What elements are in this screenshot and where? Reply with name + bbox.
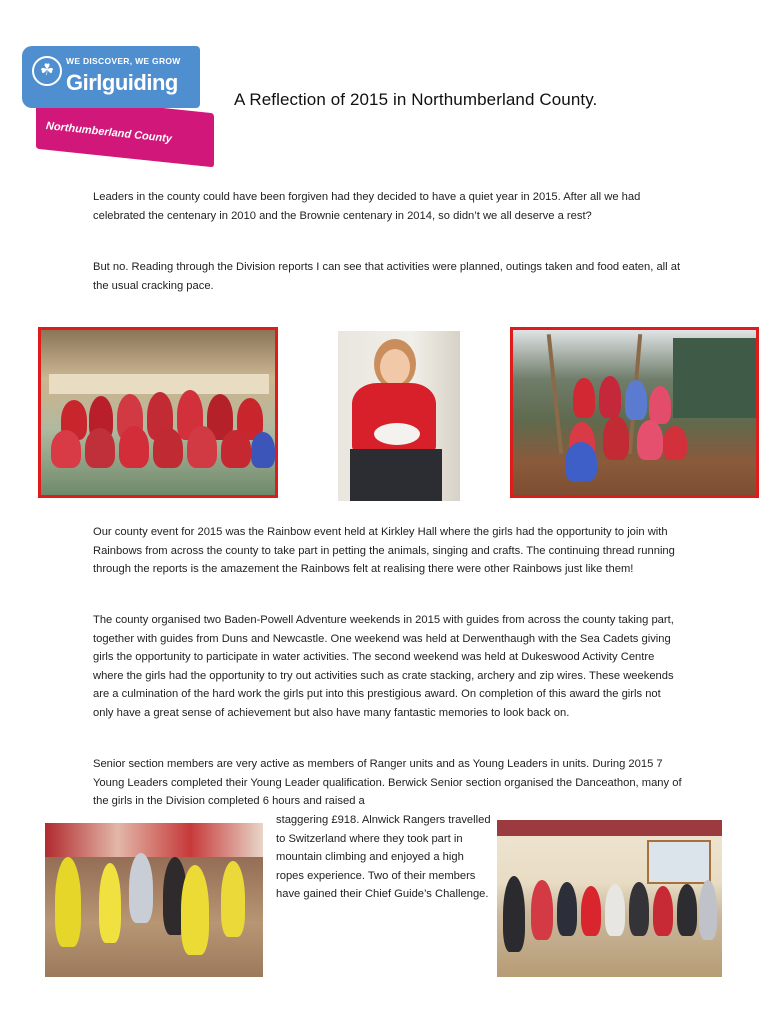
paragraph-adventure-weekends: The county organised two Baden-Powell Adventure weekends in 2015 with guides from across the county taking part, together with guides from Duns and Newcastle. One weekend was held at Derwenthaugh with the Sea Cadets giving girls the opportunity to participate in water activities. The second weekend was held at Dukeswood Activity Centre where the girls had the opportunity to try out activities such as crate stacking, archery and zip wires. These weekends are a culmination of the hard work the girls put into this prestigious award. On completion of this award the girls not only have a great sense of achievement but also have many fantastic memories to look back on.: [93, 614, 674, 719]
photo-rainbows-outdoors: [510, 327, 759, 498]
photo-rainbow-group: [38, 327, 278, 498]
paragraph-senior-section: Senior section members are very active as members of Ranger units and as Young Leaders in units. During 2015 7 Young Leaders completed their Young Leader qualification. Berwick Senior section organised the Danceathon, many of the girls in the Division completed 6 hours and raised a: [93, 758, 682, 808]
logo-county: Northumberland County: [45, 120, 173, 146]
logo-tagline: WE DISCOVER, WE GROW: [66, 56, 181, 66]
paragraph-rainbow-event: Our county event for 2015 was the Rainbow event held at Kirkley Hall where the girls had the opportunity to join with Rainbows from across the county to take part in petting the animals, singing and crafts. The continuing thread running through the reports is the amazement the Rainbows felt at realising there were other Rainbows just like them!: [93, 526, 675, 576]
page-title: A Reflection of 2015 in Northumberland County.: [234, 90, 598, 109]
girlguiding-logo: [22, 46, 218, 164]
paragraph-intro: Leaders in the county could have been forgiven had they decided to have a quiet year in 2015. After all we had celebrated the centenary in 2010 and the Brownie centenary in 2014, so didn’t we all deserve a rest?: [93, 191, 641, 222]
photo-girl-with-rabbit: [338, 331, 460, 501]
photo-danceathon: [45, 823, 263, 977]
trefoil-icon: ☘: [32, 56, 62, 86]
photo-senior-section-group: [497, 820, 722, 977]
logo-name: Girlguiding: [66, 70, 178, 95]
paragraph-but-no: But no. Reading through the Division reports I can see that activities were planned, outings taken and food eaten, all at the usual cracking pace.: [93, 261, 681, 292]
paragraph-danceathon-continued: staggering £918. Alnwick Rangers travelled to Switzerland where they took part in mountain climbing and enjoyed a high ropes experience. Two of their members have gained their Chief Guide’s Challenge.: [276, 814, 491, 901]
